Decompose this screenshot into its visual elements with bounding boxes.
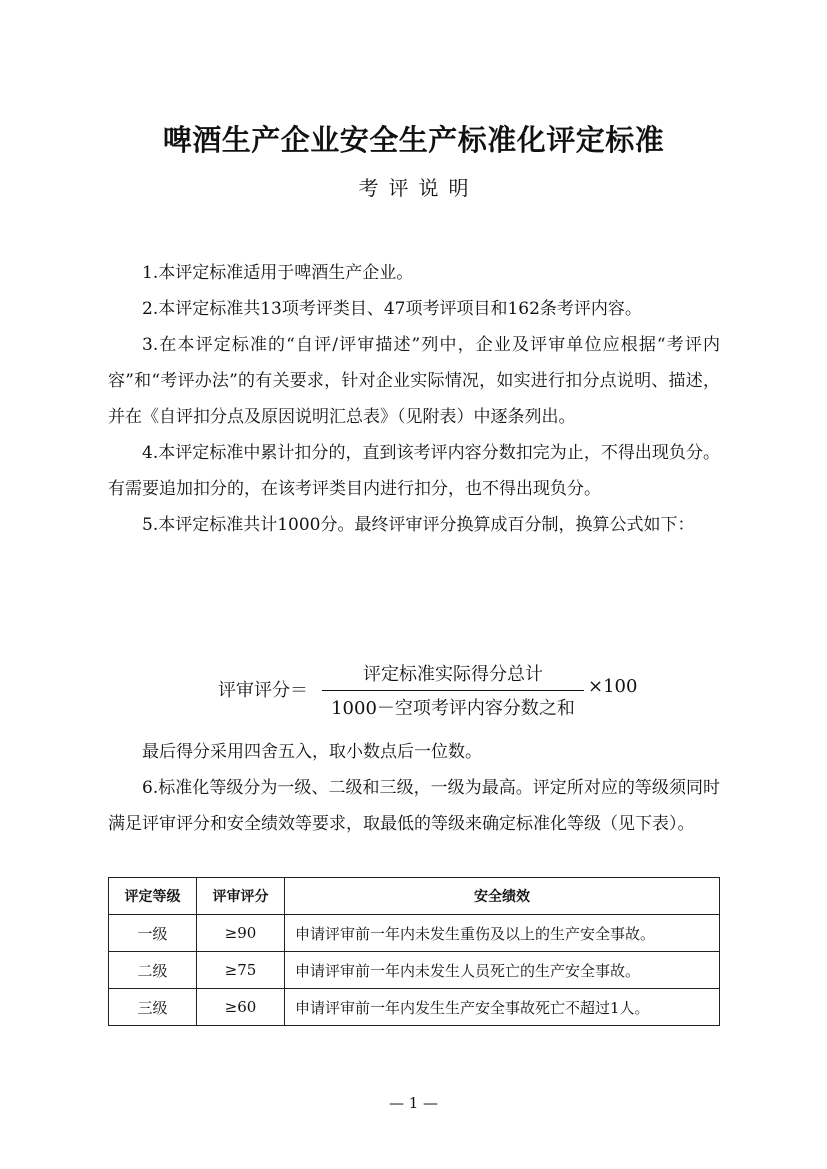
score-cell: ≥60 xyxy=(197,989,285,1026)
paragraph-5: 5.本评定标准共计1000分。最终评审评分换算成百分制，换算公式如下： xyxy=(142,515,695,535)
paragraph-2: 2.本评定标准共13项考评类目、47项考评项目和162条考评内容。 xyxy=(142,299,642,319)
grade-table xyxy=(108,877,720,1026)
score-cell: ≥75 xyxy=(197,952,285,989)
paragraph-rounding: 最后得分采用四舍五入，取小数点后一位数。 xyxy=(142,742,482,762)
paragraph-3: 3.在本评定标准的“自评/评审描述”列中，企业及评审单位应根据“考评内容”和“考评办法”的有关要求，针对企业实际情况，如实进行扣分点说明、描述，并在《自评扣分点及原因说明汇总表》（见附表）中逐条列出。 xyxy=(108,335,720,427)
formula-lhs: 评审评分＝ xyxy=(218,680,308,701)
table-row xyxy=(109,989,720,1026)
formula-denominator: 1000－空项考评内容分数之和 xyxy=(331,698,575,719)
formula-rhs: ×100 xyxy=(588,676,638,697)
performance-cell: 申请评审前一年内未发生人员死亡的生产安全事故。 xyxy=(285,952,720,989)
grade-cell: 三级 xyxy=(109,989,197,1026)
after-formula-text xyxy=(108,734,720,842)
performance-cell: 申请评审前一年内未发生重伤及以上的生产安全事故。 xyxy=(285,915,720,952)
table-row xyxy=(109,915,720,952)
table-header-row xyxy=(109,878,720,915)
paragraph-6: 6.标准化等级分为一级、二级和三级，一级为最高。评定所对应的等级须同时满足评审评分和安全绩效等要求，取最低的等级来确定标准化等级（见下表）。 xyxy=(108,778,720,834)
document-title: 啤酒生产企业安全生产标准化评定标准 xyxy=(162,123,665,157)
grade-cell: 一级 xyxy=(109,915,197,952)
header-performance: 安全绩效 xyxy=(285,878,720,915)
table-row xyxy=(109,952,720,989)
fraction-bar xyxy=(322,690,584,691)
body-text xyxy=(108,255,720,543)
grade-cell: 二级 xyxy=(109,952,197,989)
score-cell: ≥90 xyxy=(197,915,285,952)
document-subtitle: 考评说明 xyxy=(358,176,479,200)
score-formula xyxy=(0,658,827,722)
performance-cell: 申请评审前一年内发生生产安全事故死亡不超过1人。 xyxy=(285,989,720,1026)
header-grade: 评定等级 xyxy=(109,878,197,915)
page-number: — 1 — xyxy=(388,1094,439,1112)
paragraph-4: 4.本评定标准中累计扣分的，直到该考评内容分数扣完为止，不得出现负分。有需要追加扣分的，在该考评类目内进行扣分，也不得出现负分。 xyxy=(108,443,720,499)
formula-numerator: 评定标准实际得分总计 xyxy=(363,664,543,685)
paragraph-1: 1.本评定标准适用于啤酒生产企业。 xyxy=(142,263,414,283)
header-score: 评审评分 xyxy=(197,878,285,915)
